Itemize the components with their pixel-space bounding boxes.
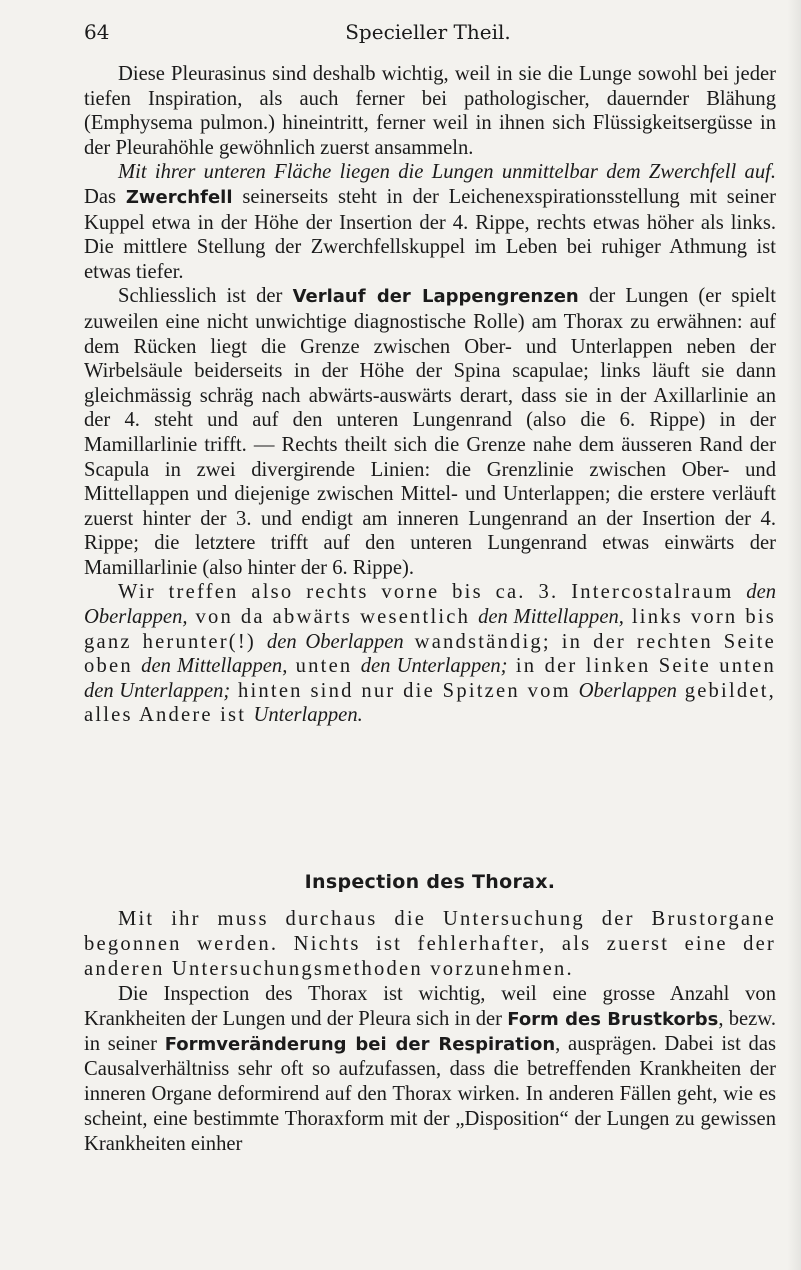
paragraph-text: Diese Pleurasinus sind deshalb wichtig, weil in sie die Lunge sowohl bei jeder tiefen Inspiration, als auch ferner bei pathologischer, dauernder Blähung (Emphysema pulmon.) hineintritt, ferner weil in ihnen sich Flüssigkeitsergüsse in der Pleurahöhle gewöhnlich zuerst ansammeln. bbox=[84, 63, 776, 159]
section-paragraph-intro bbox=[84, 907, 776, 982]
emphasis-text: Oberlappen bbox=[578, 679, 677, 702]
spaced-text: in der linken Seite unten bbox=[507, 655, 776, 678]
emphasis-text: den Oberlappen bbox=[266, 630, 404, 653]
bold-term: Zwerchfell bbox=[125, 186, 233, 208]
emphasis-text: den Unterlappen; bbox=[360, 655, 508, 678]
emphasis-text: Unterlappen. bbox=[253, 704, 363, 727]
section-paragraph-inspection bbox=[84, 982, 776, 1157]
spaced-text: links vorn bis ganz herunter(!) bbox=[84, 606, 776, 653]
bold-term: Form des Brustkorbs bbox=[507, 1009, 719, 1030]
paragraph-text: Das bbox=[84, 185, 126, 208]
running-head bbox=[84, 20, 772, 50]
section-title: Inspection des Thorax. bbox=[304, 871, 556, 893]
paragraph-text: seinerseits steht in der Leichenexspirationsstellung mit seiner Kuppel etwa in der Höhe der Insertion der 4. Rippe, rechts etwas höher als links. Die mittlere Stellung der Zwerchfellskuppel im Leben bei ruhiger Athmung ist etwas tiefer. bbox=[84, 185, 776, 283]
paragraph-text: der Lungen (er spielt zuweilen eine nicht unwichtige diagnostische Rolle) am Thorax zu erwähnen: auf dem Rücken liegt die Grenze zwischen Ober- und Unterlappen neben der Wirbelsäule beiderseits in der Höhe der Spina scapulae; links läuft sie dann gleichmässig schräg nach abwärts-auswärts derart, dass sie in der Axillarlinie an der 4. steht und auf den unteren Lungenrand (also die 6. Rippe) in der Mamillarlinie trifft. — Rechts theilt sich die Grenze nahe dem äusseren Rand der Scapula in zwei divergirende Linien: die Grenzlinie zwischen Ober- und Mittellappen und diejenige zwischen Mittel- und Unterlappen; die erstere verläuft zuerst hinter der 3. und endigt am inneren Lungenrand an der Insertion der 4. Rippe; die letztere trifft auf den unteren Lungenrand etwas einwärts der Mamillarlinie (also hinter der 6. Rippe). bbox=[84, 285, 776, 579]
emphasis-text: Mit ihrer unteren Fläche liegen die Lungen unmittelbar dem Zwerchfell auf. bbox=[118, 161, 776, 184]
paragraph-text: Schliesslich ist der bbox=[118, 285, 293, 308]
section-text bbox=[84, 907, 776, 1157]
spaced-text: von da abwärts wesentlich bbox=[187, 606, 479, 629]
bold-term: Verlauf der Lappengrenzen bbox=[292, 286, 579, 308]
paragraph-zwerchfell bbox=[84, 160, 776, 284]
spaced-text: wandständig; in der rechten Seite oben bbox=[84, 630, 776, 678]
emphasis-text: den Oberlappen, bbox=[84, 581, 776, 629]
emphasis-text: den Mittellappen, bbox=[478, 606, 624, 629]
paragraph-lappengrenzen bbox=[84, 284, 776, 580]
paragraph-text: , bezw. in seiner bbox=[84, 1008, 776, 1055]
spaced-text: Wir treffen also rechts vorne bis ca. 3. Intercostalraum bbox=[118, 581, 747, 604]
spaced-text: Mit ihr muss durchaus die Untersuchung der Brustorgane begonnen werden. Nichts ist fehlerhafter, als zuerst eine der anderen Untersuchungsmethoden vorzunehmen. bbox=[84, 908, 776, 980]
main-text bbox=[84, 62, 776, 728]
spaced-text: hinten sind nur die Spitzen vom bbox=[230, 679, 579, 702]
spaced-text: unten bbox=[287, 655, 361, 678]
paragraph-pleurasinus bbox=[84, 62, 776, 160]
spaced-text: gebildet, alles Andere ist bbox=[84, 679, 776, 727]
page-edge-shadow bbox=[787, 0, 801, 1270]
bold-term: Formveränderung bei der Respiration bbox=[164, 1034, 556, 1055]
running-title: Specieller Theil. bbox=[345, 20, 511, 44]
paragraph-summary bbox=[84, 580, 776, 728]
emphasis-text: den Mittellappen, bbox=[141, 655, 288, 678]
paragraph-text: , ausprägen. Dabei ist das Causalverhältniss sehr oft so aufzufassen, dass die betreffenden Krankheiten der inneren Organe deformirend auf den Thorax wirken. In anderen Fällen geht, wie es scheint, eine bestimmte Thoraxform mit der „Disposition“ der Lungen zu gewissen Krankheiten einher bbox=[84, 1033, 776, 1155]
emphasis-text: den Unterlappen; bbox=[84, 679, 231, 702]
paragraph-text: Die Inspection des Thorax ist wichtig, weil eine grosse Anzahl von Krankheiten der Lungen und der Pleura sich in der bbox=[84, 983, 776, 1030]
page-number: 64 bbox=[84, 20, 110, 44]
